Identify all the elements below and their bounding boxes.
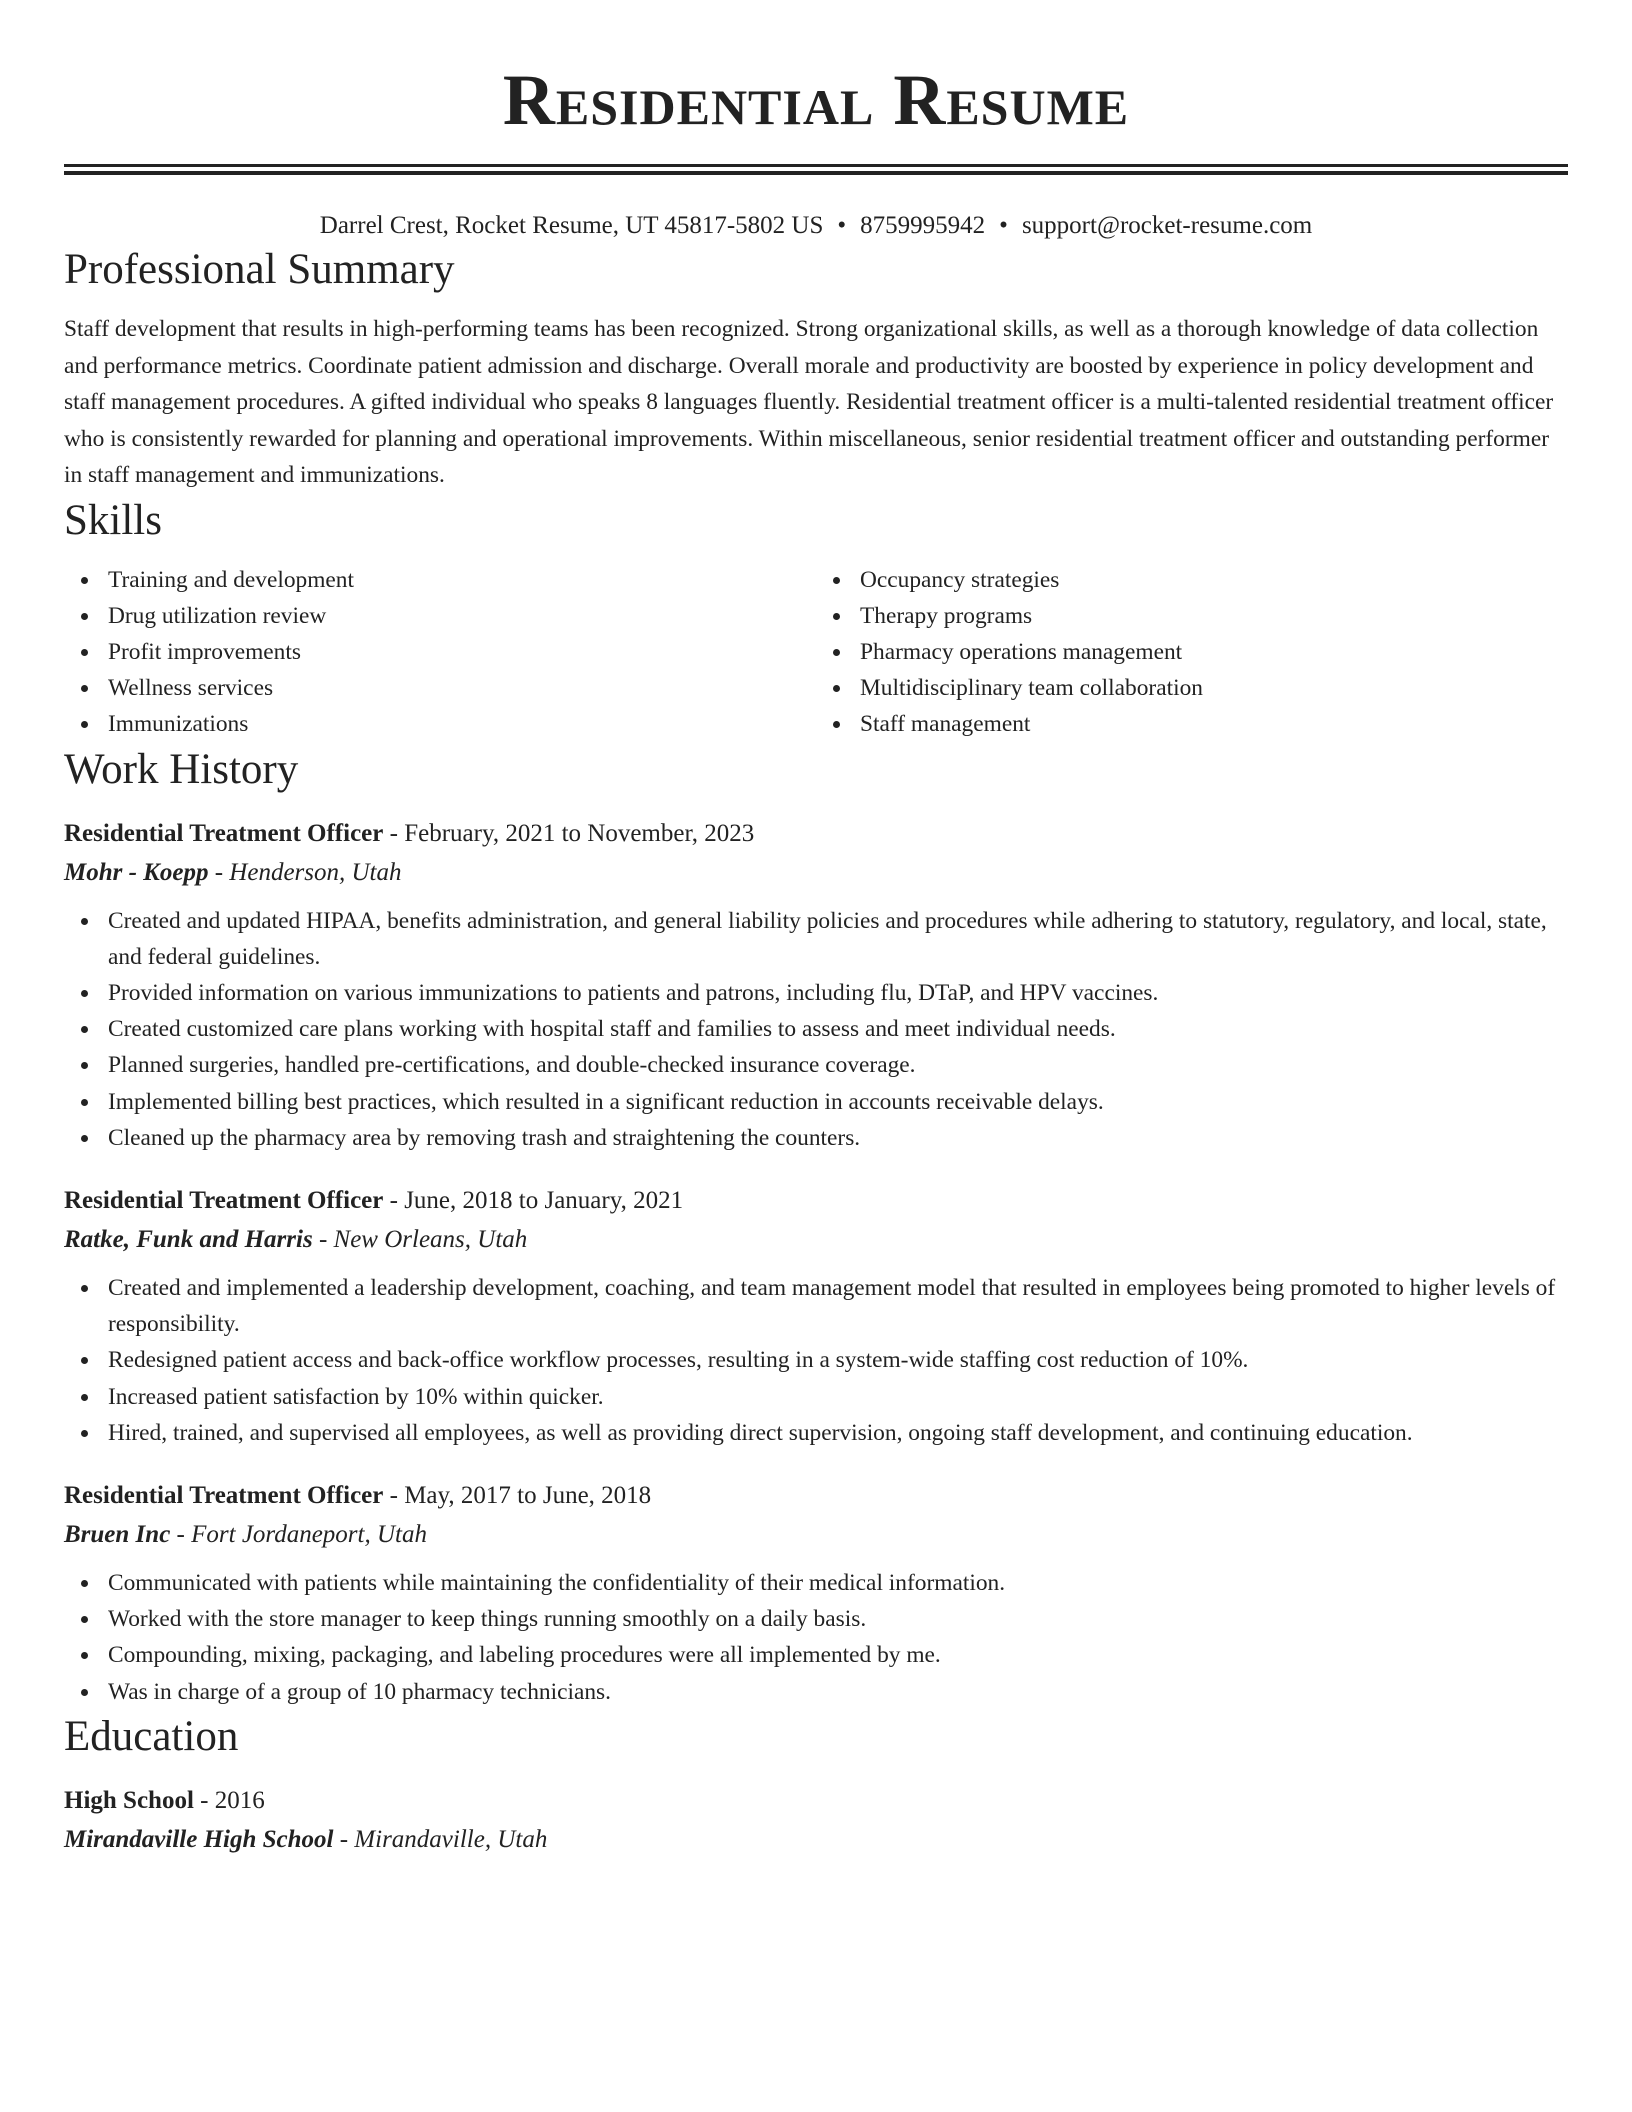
skill-item: Therapy programs: [816, 598, 1568, 634]
education-degree: High School: [64, 1786, 194, 1814]
job-bullet: Created customized care plans working with hospital staff and families to assess and meet individual needs.: [64, 1011, 1568, 1047]
job-bullets: [64, 903, 1568, 1156]
job-title: Residential Treatment Officer: [64, 1186, 384, 1214]
title-divider: [64, 164, 1568, 175]
skill-item: Occupancy strategies: [816, 562, 1568, 598]
contact-email[interactable]: support@rocket-resume.com: [1021, 212, 1313, 239]
skill-item: Multidisciplinary team collaboration: [816, 670, 1568, 706]
job-company: Ratke, Funk and Harris: [64, 1225, 313, 1253]
job-title-line: [64, 1477, 1568, 1515]
job-bullet: Compounding, mixing, packaging, and labeling procedures were all implemented by me.: [64, 1637, 1568, 1673]
job-company-line: [64, 853, 1568, 893]
work-history-heading: Work History: [64, 745, 299, 793]
summary-text: Staff development that results in high-performing teams has been recognized. Strong organizational skills, as well as a thorough knowledge of data collection and performance metrics. Coordinate patient admission and discharge. Overall morale and productivity are boosted by experience in policy development and staff management procedures. A gifted individual who speaks 8 languages fluently. Residential treatment officer is a multi-talented residential treatment officer who is consistently rewarded for planning and operational improvements. Within miscellaneous, senior residential treatment officer and outstanding performer in staff management and immunizations.: [64, 316, 1554, 488]
skills-column-right: [816, 562, 1568, 743]
job-bullet: Hired, trained, and supervised all employees, as well as providing direct supervision, ongoing staff development, and continuing education.: [64, 1415, 1568, 1451]
job-dates: - February, 2021 to November, 2023: [383, 819, 755, 847]
job-bullet: Provided information on various immunizations to patients and patrons, including flu, DTaP, and HPV vaccines.: [64, 975, 1568, 1011]
education-school-line: [64, 1820, 1568, 1860]
skills-list: [64, 562, 1568, 743]
contact-separator: •: [837, 212, 847, 239]
job-bullet: Created and updated HIPAA, benefits administration, and general liability policies and procedures while adhering to statutory, regulatory, and local, state, and federal guidelines.: [64, 903, 1568, 975]
job-bullet: Cleaned up the pharmacy area by removing trash and straightening the counters.: [64, 1120, 1568, 1156]
education-location: - Mirandaville, Utah: [333, 1825, 548, 1853]
job-company-line: [64, 1515, 1568, 1555]
job-bullet: Was in charge of a group of 10 pharmacy technicians.: [64, 1674, 1568, 1710]
job-title-line: [64, 1182, 1568, 1220]
job-company-line: [64, 1220, 1568, 1260]
skill-item: Wellness services: [64, 670, 816, 706]
education-school: Mirandaville High School: [64, 1825, 334, 1853]
job-bullet: Implemented billing best practices, which resulted in a significant reduction in accounts receivable delays.: [64, 1084, 1568, 1120]
skill-item: Drug utilization review: [64, 598, 816, 634]
education-heading: Education: [64, 1712, 239, 1760]
job-title: Residential Treatment Officer: [64, 1481, 384, 1509]
job-bullet: Planned surgeries, handled pre-certifications, and double-checked insurance coverage.: [64, 1047, 1568, 1083]
job-title-line: [64, 815, 1568, 853]
summary-heading: Professional Summary: [64, 246, 455, 293]
job-dates: - June, 2018 to January, 2021: [383, 1186, 684, 1214]
skill-item: Staff management: [816, 706, 1568, 742]
skills-column-left: [64, 562, 816, 743]
job-bullet: Redesigned patient access and back-office workflow processes, resulting in a system-wide staffing cost reduction of 10%.: [64, 1342, 1568, 1378]
job-bullets: [64, 1565, 1568, 1710]
education-year: - 2016: [193, 1786, 265, 1814]
skills-heading: Skills: [64, 496, 162, 544]
job-bullet: Worked with the store manager to keep things running smoothly on a daily basis.: [64, 1601, 1568, 1637]
job-bullet: Increased patient satisfaction by 10% within quicker.: [64, 1379, 1568, 1415]
contact-separator: •: [999, 212, 1008, 239]
job-bullets: [64, 1270, 1568, 1451]
job-company: Bruen Inc: [64, 1520, 171, 1548]
job-entry: [64, 1477, 1568, 1710]
job-entry: [64, 815, 1568, 1156]
job-dates: - May, 2017 to June, 2018: [383, 1481, 652, 1509]
contact-address: Darrel Crest, Rocket Resume, UT 45817-5802 US: [319, 212, 824, 239]
job-bullet: Created and implemented a leadership development, coaching, and team management model that resulted in employees being promoted to higher levels of responsibility.: [64, 1270, 1568, 1342]
education-degree-line: [64, 1782, 1568, 1820]
job-location: - New Orleans, Utah: [312, 1225, 528, 1253]
job-title: Residential Treatment Officer: [64, 819, 384, 847]
job-company: Mohr - Koepp: [64, 858, 209, 886]
job-location: - Fort Jordaneport, Utah: [170, 1520, 427, 1548]
job-location: - Henderson, Utah: [208, 858, 402, 886]
skill-item: Immunizations: [64, 706, 816, 742]
contact-phone: 8759995942: [860, 212, 986, 239]
skill-item: Profit improvements: [64, 634, 816, 670]
skill-item: Training and development: [64, 562, 816, 598]
job-bullet: Communicated with patients while maintaining the confidentiality of their medical information.: [64, 1565, 1568, 1601]
resume-title: Residential Resume: [502, 60, 1130, 140]
contact-line: [64, 209, 1568, 243]
job-entry: [64, 1182, 1568, 1451]
skill-item: Pharmacy operations management: [816, 634, 1568, 670]
